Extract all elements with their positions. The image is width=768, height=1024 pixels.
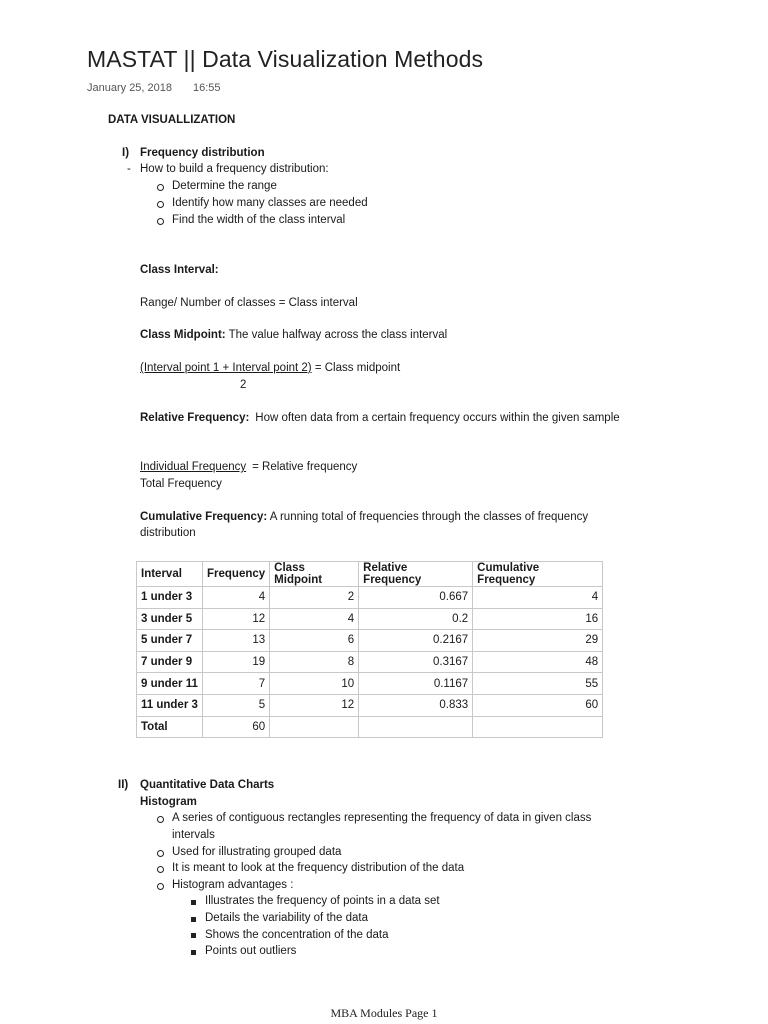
advantage-item: Illustrates the frequency of points in a data set [205,895,440,907]
cumulative-frequency-line [140,511,588,523]
circle-bullet-icon [157,850,164,857]
section1-title: Frequency distribution [140,147,265,159]
cumulative-frequency-cell: 48 [473,651,603,673]
histogram-point: A series of contiguous rectangles representing the frequency of data in given class [172,812,592,824]
advantage-item: Points out outliers [205,945,297,957]
midpoint-cell: 4 [270,608,359,630]
square-bullet-icon [191,933,196,938]
relative-frequency-line [140,412,620,424]
interval-cell: 11 under 3 [137,694,203,716]
page-footer: MBA Modules Page 1 [330,1006,438,1020]
histogram-point: Histogram advantages : [172,879,294,891]
histogram-point: Used for illustrating grouped data [172,846,342,858]
total-label-cell: Total [137,716,203,738]
class-midpoint-definition: The value halfway across the class interval [225,329,448,341]
frequency-table [136,561,603,738]
relative-frequency-cell: 0.2167 [359,630,473,652]
table-header-row [137,562,603,587]
cumulative-frequency-cell: 4 [473,587,603,609]
page-time: 16:55 [193,82,221,94]
header-cell: Cumulative Frequency [473,562,603,587]
relative-result: = Relative frequency [252,461,358,473]
table-row [137,630,603,652]
cumulative-frequency-label: Cumulative Frequency: [140,511,268,523]
relative-frequency-definition: How often data from a certain frequency occurs within the given sample [255,412,620,424]
midpoint-cell: 6 [270,630,359,652]
step-item: Identify how many classes are needed [172,197,368,209]
midpoint-numerator: (Interval point 1 + Interval point 2) [140,362,312,374]
class-midpoint-line [140,329,447,341]
advantage-item: Shows the concentration of the data [205,929,389,941]
circle-bullet-icon [157,218,164,225]
header-cell: Relative Frequency [359,562,473,587]
interval-cell: 9 under 11 [137,673,203,695]
histogram-point-cont: intervals [172,829,215,841]
class-interval-label: Class Interval: [140,264,219,276]
empty-cell [270,716,359,738]
relative-frequency-cell: 0.833 [359,694,473,716]
square-bullet-icon [191,917,196,922]
frequency-cell: 7 [203,673,270,695]
section2-number: II) [118,779,129,791]
frequency-cell: 12 [203,608,270,630]
class-interval-formula: Range/ Number of classes = Class interval [140,297,358,309]
relative-frequency-cell: 0.1167 [359,673,473,695]
table-total-row [137,716,603,738]
interval-cell: 1 under 3 [137,587,203,609]
cumulative-frequency-cell: 16 [473,608,603,630]
frequency-cell: 13 [203,630,270,652]
circle-bullet-icon [157,816,164,823]
frequency-cell: 5 [203,694,270,716]
midpoint-cell: 2 [270,587,359,609]
square-bullet-icon [191,950,196,955]
circle-bullet-icon [157,883,164,890]
main-heading: DATA VISUALLIZATION [108,114,236,126]
step-item: Determine the range [172,180,277,192]
relative-formula [140,461,357,473]
midpoint-cell: 12 [270,694,359,716]
table-row [137,587,603,609]
relative-numerator: Individual Frequency [140,461,247,473]
cumulative-frequency-definition-cont: distribution [140,527,196,539]
circle-bullet-icon [157,866,164,873]
relative-frequency-cell: 0.667 [359,587,473,609]
square-bullet-icon [191,900,196,905]
midpoint-cell: 8 [270,651,359,673]
header-cell: Interval [137,562,203,587]
midpoint-denominator: 2 [240,379,247,391]
midpoint-cell: 10 [270,673,359,695]
cumulative-frequency-cell: 55 [473,673,603,695]
table-row [137,673,603,695]
interval-cell: 3 under 5 [137,608,203,630]
total-frequency-cell: 60 [203,716,270,738]
section1-dash: - [127,163,131,175]
midpoint-formula [140,362,400,374]
cumulative-frequency-cell: 60 [473,694,603,716]
section1-number: I) [122,147,130,159]
empty-cell [359,716,473,738]
step-item: Find the width of the class interval [172,214,346,226]
circle-bullet-icon [157,184,164,191]
page-date: January 25, 2018 [87,82,173,94]
cumulative-frequency-cell: 29 [473,630,603,652]
section1-intro: How to build a frequency distribution: [140,163,329,175]
header-cell: Frequency [203,562,270,587]
relative-frequency-label: Relative Frequency: [140,412,250,424]
histogram-point: It is meant to look at the frequency distribution of the data [172,862,465,874]
interval-cell: 7 under 9 [137,651,203,673]
section2-title: Quantitative Data Charts [140,779,275,791]
frequency-cell: 4 [203,587,270,609]
page-title: MASTAT || Data Visualization Methods [87,46,484,72]
section2-subtitle: Histogram [140,796,197,808]
relative-frequency-cell: 0.2 [359,608,473,630]
advantage-item: Details the variability of the data [205,912,369,924]
circle-bullet-icon [157,201,164,208]
midpoint-result: = Class midpoint [311,362,401,374]
class-midpoint-label: Class Midpoint: [140,329,226,341]
frequency-cell: 19 [203,651,270,673]
interval-cell: 5 under 7 [137,630,203,652]
table-row [137,608,603,630]
header-cell: Class Midpoint [270,562,359,587]
cumulative-frequency-definition: A running total of frequencies through the classes of frequency [267,511,589,523]
empty-cell [473,716,603,738]
relative-denominator: Total Frequency [140,478,222,490]
table-row [137,651,603,673]
relative-frequency-cell: 0.3167 [359,651,473,673]
table-row [137,694,603,716]
